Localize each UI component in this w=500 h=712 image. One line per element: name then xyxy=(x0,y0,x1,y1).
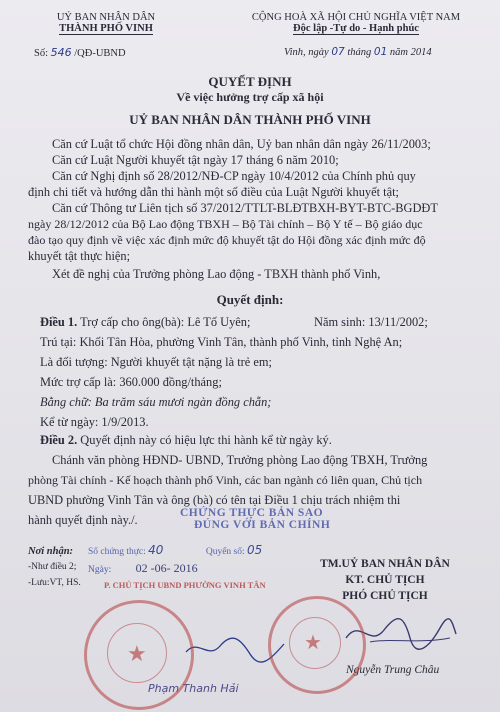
document-number-handwritten: 546 xyxy=(50,46,72,59)
article-1-birth: Năm sinh: 13/11/2002; xyxy=(314,315,428,329)
article-1-amount: Mức trợ cấp là: 360.000 đồng/tháng; xyxy=(40,375,222,389)
certification-stamp: CHỨNG THỰC BẢN SAO ĐÚNG VỚI BẢN CHÍNH xyxy=(180,507,331,531)
preamble-5: Căn cứ Thông tư Liên tịch số 37/2012/TTLT-BLĐTBXH-BYT-BTC-BGDĐT xyxy=(52,201,438,215)
article-2-line: Điều 2. Quyết định này có hiệu lực thi hành kể từ ngày ký. xyxy=(40,433,332,447)
nation-line-1: CỘNG HOÀ XÃ HỘI CHỦ NGHĨA VIỆT NAM xyxy=(251,12,461,23)
preamble-1: Căn cứ Luật tổ chức Hội đồng nhân dân, Uỷ ban nhân dân ngày 26/11/2003; xyxy=(52,137,431,151)
article-1-address: Trú tại: Khối Tân Hòa, phường Vinh Tân, thành phố Vinh, tỉnh Nghệ An; xyxy=(40,335,403,349)
ward-seal xyxy=(84,600,194,710)
article-2-label: Điều 2. xyxy=(40,433,78,447)
certifying-official-title: P. CHỦ TỊCH UBND PHƯỜNG VINH TÂN xyxy=(104,580,266,590)
signature-line-2: KT. CHỦ TỊCH xyxy=(345,574,425,586)
article-1-from: Kể từ ngày: 1/9/2013. xyxy=(40,415,149,429)
recipients-label: Nơi nhận: xyxy=(28,546,74,557)
preamble-7: đào tạo quy định về việc xác định mức độ khuyết tật do Hội đồng xác định mức độ xyxy=(28,233,426,247)
star-icon: ★ xyxy=(304,632,322,654)
article-2-line-5: hành quyết định này./. xyxy=(28,513,138,527)
org-line-1: UỶ BAN NHÂN DÂN xyxy=(56,12,156,23)
authority-heading: UỶ BAN NHÂN DÂN THÀNH PHỐ VINH xyxy=(129,112,371,127)
preamble-4: định chi tiết và hướng dẫn thi hành một số điều của Luật Người khuyết tật; xyxy=(28,185,399,199)
recipient-1: -Như điều 2; xyxy=(28,562,77,572)
certifier-name: Phạm Thanh Hải xyxy=(148,682,239,695)
city-seal xyxy=(268,596,366,694)
decision-subject: Về việc hưởng trợ cấp xã hội xyxy=(176,90,324,104)
signer-name: Nguyễn Trung Châu xyxy=(346,664,440,676)
signature-line-3: PHÓ CHỦ TỊCH xyxy=(342,590,428,602)
certification-book: Số chứng thực: 40 Quyển số: 05 xyxy=(88,543,263,557)
document-number: Số: 546 /QĐ-UBND xyxy=(34,46,126,59)
preamble-6: ngày 28/12/2012 của Bộ Lao động TBXH – Bộ Tài chính – Bộ Y tế – Bộ giáo dục xyxy=(28,217,423,231)
article-2-line-3: phòng Tài chính - Kế hoạch thành phố Vinh, các ban ngành có liên quan, Chủ tịch xyxy=(28,473,423,487)
nation-line-2: Độc lập -Tự do - Hạnh phúc xyxy=(293,23,419,34)
article-2-line-4: UBND phường Vinh Tân và ông (bà) có tên tại Điều 1 chịu trách nhiệm thi xyxy=(28,493,401,507)
preamble-3: Căn cứ Nghị định số 28/2012/NĐ-CP ngày 10/4/2012 của Chính phủ quy xyxy=(52,169,416,183)
article-1-line: Điều 1. Trợ cấp cho ông(bà): Lê Tố Uyên; xyxy=(40,315,251,329)
decision-title: QUYẾT ĐỊNH xyxy=(208,74,292,89)
preamble-8: khuyết tật thực hiện; xyxy=(28,249,131,263)
preamble-2: Căn cứ Luật Người khuyết tật ngày 17 tháng 6 năm 2010; xyxy=(52,153,339,167)
article-1-in-words: Bằng chữ: Ba trăm sáu mươi ngàn đồng chẵn; xyxy=(40,395,272,409)
national-motto xyxy=(236,12,476,35)
article-2-line-2: Chánh văn phòng HĐND- UBND, Trưởng phòng Lao động TBXH, Trưởng xyxy=(52,453,428,467)
article-1-subject: Là đối tượng: Người khuyết tật nặng là trẻ em; xyxy=(40,355,272,369)
preamble-9: Xét đề nghị của Trưởng phòng Lao động - TBXH thành phố Vinh, xyxy=(52,267,381,281)
decide-heading: Quyết định: xyxy=(216,292,284,307)
recipient-2: -Lưu:VT, HS. xyxy=(28,578,81,588)
star-icon: ★ xyxy=(127,641,147,666)
certification-date: Ngày: 02 -06- 2016 xyxy=(88,561,198,575)
signature-line-1: TM.UỶ BAN NHÂN DÂN xyxy=(320,558,450,570)
article-1-label: Điều 1. xyxy=(40,315,78,329)
issuing-org xyxy=(36,12,176,35)
issue-date: Vinh, ngày 07 tháng 01 năm 2014 xyxy=(284,46,432,58)
org-line-2: THÀNH PHỐ VINH xyxy=(59,23,153,34)
